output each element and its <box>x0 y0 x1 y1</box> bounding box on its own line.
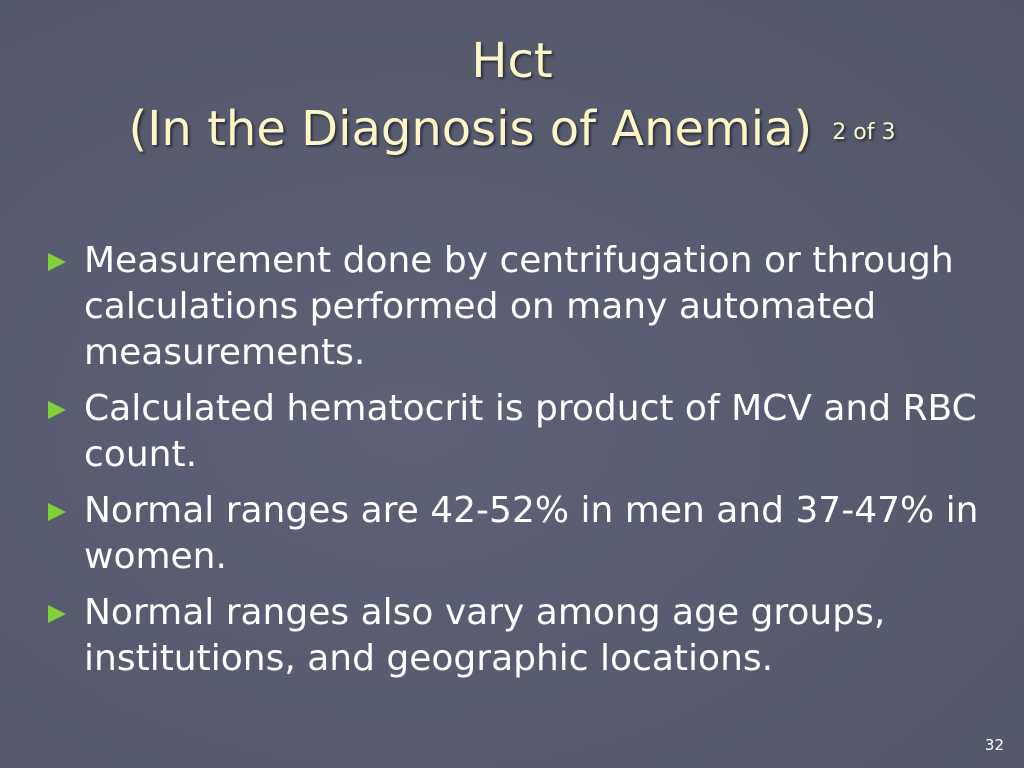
bullet-arrow-icon <box>48 401 66 419</box>
page-of-indicator: 2 of 3 <box>832 120 896 145</box>
slide-number: 32 <box>984 736 1004 754</box>
bullet-item <box>46 590 996 682</box>
title-line-1: Hct <box>471 33 553 89</box>
bullet-item <box>46 386 996 478</box>
bullet-arrow-icon <box>48 503 66 521</box>
bullet-text: Normal ranges also vary among age groups, institutions, and geographic locations. <box>84 592 886 679</box>
bullet-item <box>46 238 996 376</box>
bullet-text: Measurement done by centrifugation or through calculations performed on many automated measurements. <box>84 240 954 373</box>
bullet-text: Calculated hematocrit is product of MCV and RBC count. <box>84 388 977 475</box>
bullet-text: Normal ranges are 42-52% in men and 37-47% in women. <box>84 490 979 577</box>
bullet-item <box>46 488 996 580</box>
bullet-arrow-icon <box>48 605 66 623</box>
bullet-list <box>46 238 996 692</box>
slide-subtitle <box>0 100 1024 162</box>
slide-title <box>0 32 1024 90</box>
bullet-arrow-icon <box>48 253 66 271</box>
title-line-2: (In the Diagnosis of Anemia) <box>128 101 813 157</box>
